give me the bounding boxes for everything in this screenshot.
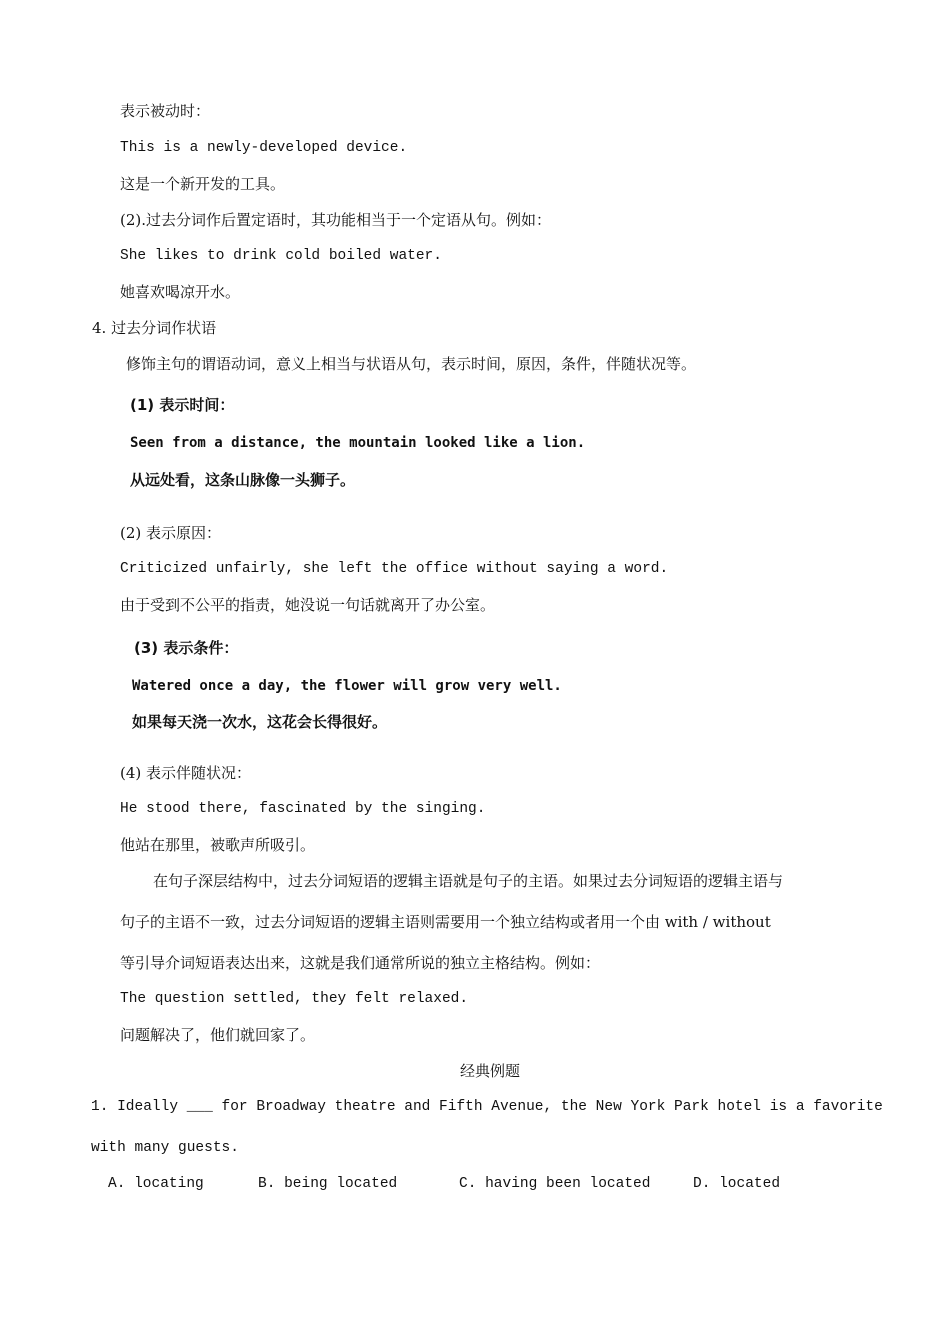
example-sentence: Seen from a distance, the mountain looked like a lion.: [130, 435, 586, 451]
example-sentence: She likes to drink cold boiled water.: [120, 248, 442, 264]
option-c: C. having been located: [459, 1176, 651, 1192]
text-line: 表示被动时：: [120, 102, 211, 120]
option-b: B. being located: [258, 1176, 398, 1192]
subheading: (2) 表示原因：: [120, 524, 222, 542]
subheading: (4) 表示伴随状况：: [120, 764, 252, 782]
example-sentence: He stood there, fascinated by the singing.: [120, 801, 486, 817]
example-sentence: Watered once a day, the flower will grow very well.: [132, 678, 562, 694]
translation-line: 从远处看，这条山脉像一头狮子。: [130, 471, 356, 489]
question-text: 1. Ideally ___ for Broadway theatre and Fifth Avenue, the New York Park hotel is a favorite: [91, 1099, 883, 1115]
subheading: (1) 表示时间：: [130, 396, 235, 414]
translation-line: 问题解决了，他们就回家了。: [120, 1026, 316, 1044]
text-line: (2).过去分词作后置定语时，其功能相当于一个定语从句。例如：: [120, 211, 552, 229]
option-d: D. located: [693, 1176, 781, 1192]
translation-line: 由于受到不公平的指责，她没说一句话就离开了办公室。: [120, 596, 496, 614]
section-title: 经典例题: [460, 1062, 521, 1080]
translation-line: 她喜欢喝凉开水。: [120, 283, 241, 301]
text-line: 修饰主句的谓语动词，意义上相当与状语从句，表示时间，原因，条件，伴随状况等。: [126, 355, 697, 373]
paragraph-line: 在句子深层结构中，过去分词短语的逻辑主语就是句子的主语。如果过去分词短语的逻辑主语与: [153, 872, 784, 890]
translation-line: 如果每天浇一次水，这花会长得很好。: [132, 713, 388, 731]
example-sentence: This is a newly-developed device.: [120, 140, 408, 156]
example-sentence: The question settled, they felt relaxed.: [120, 991, 469, 1007]
paragraph-line: 句子的主语不一致，过去分词短语的逻辑主语则需要用一个独立结构或者用一个由 with / without: [120, 913, 771, 931]
paragraph-line: 等引导介词短语表达出来，这就是我们通常所说的独立主格结构。例如：: [120, 954, 601, 972]
translation-line: 他站在那里，被歌声所吸引。: [120, 836, 316, 854]
example-sentence: Criticized unfairly, she left the office without saying a word.: [120, 561, 669, 577]
option-a: A. locating: [108, 1176, 204, 1192]
subheading: (3) 表示条件：: [134, 639, 239, 657]
section-heading: 4. 过去分词作状语: [92, 319, 217, 337]
translation-line: 这是一个新开发的工具。: [120, 175, 286, 193]
question-text: with many guests.: [91, 1140, 239, 1156]
